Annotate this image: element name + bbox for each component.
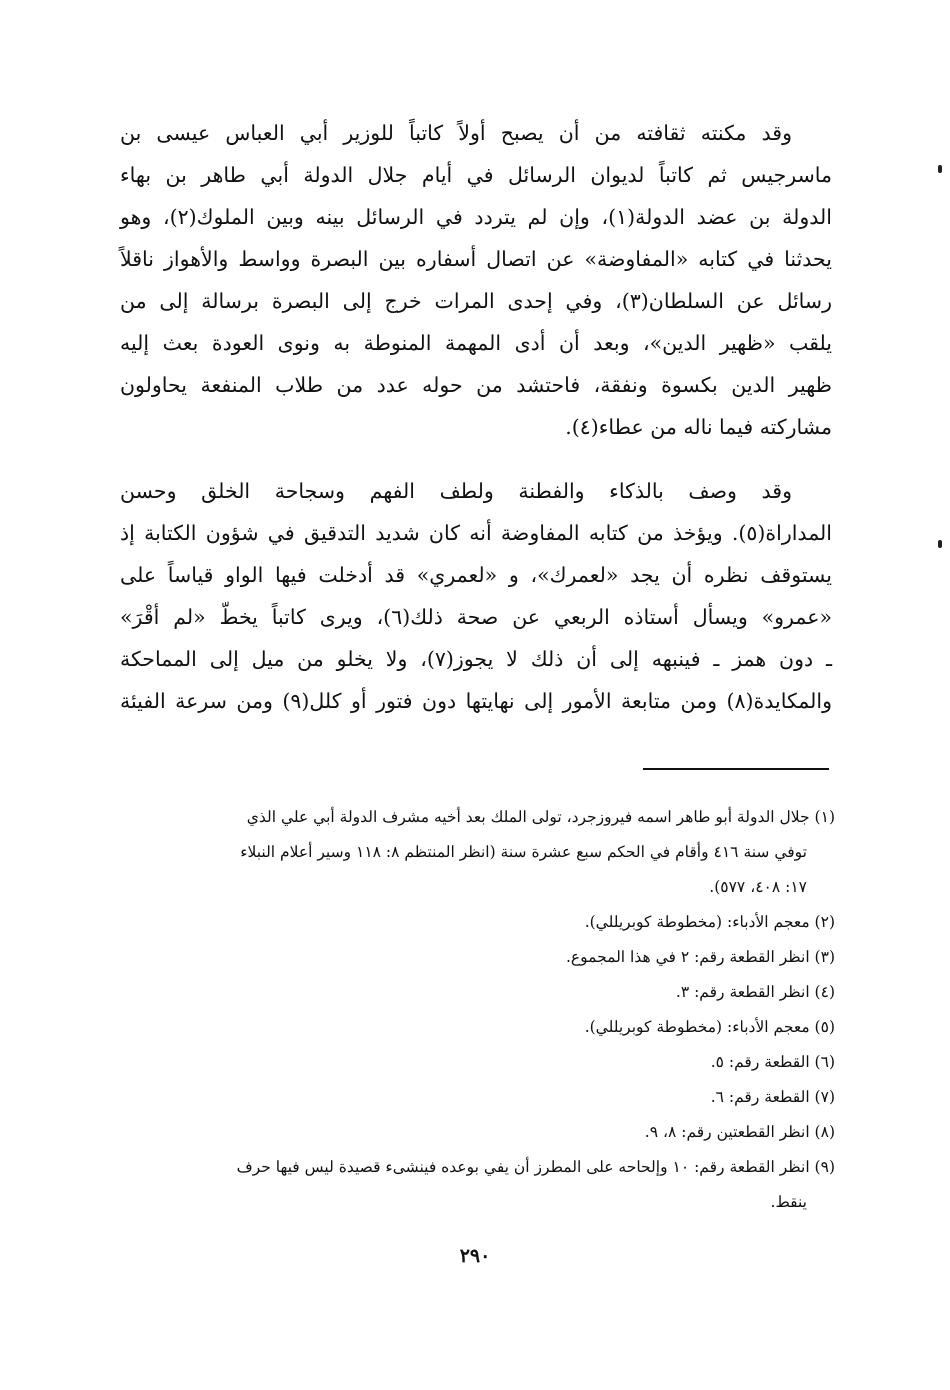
text-line: يلقب «ظهير الدين»، وبعد أن أدى المهمة المنوطة به ونوى العودة بعث إليه xyxy=(120,331,832,355)
footnote-7: (٧) القطعة رقم: ٦. xyxy=(710,1088,835,1106)
footnotes xyxy=(115,800,835,1220)
text-line: المداراة(٥). ويؤخذ من كتابه المفاوضة أنه كان شديد التدقيق في شؤون الكتابة إذ xyxy=(120,521,832,545)
footnote-1-cont: توفي سنة ٤١٦ وأقام في الحكم سبع عشرة سنة (انظر المنتظم ٨: ١١٨ وسير أعلام النبلاء xyxy=(240,843,807,861)
footnote-8: (٨) انظر القطعتين رقم: ٨، ٩. xyxy=(644,1123,835,1141)
text-line: وقد وصف بالذكاء والفطنة ولطف الفهم وسجاحة الخلق وحسن xyxy=(120,479,792,503)
footnote-4: (٤) انظر القطعة رقم: ٣. xyxy=(675,983,835,1001)
scan-mark xyxy=(938,540,942,548)
footnote-6: (٦) القطعة رقم: ٥. xyxy=(710,1053,835,1071)
text-line: مشاركته فيما ناله من عطاء(٤). xyxy=(565,415,832,439)
paragraph-2 xyxy=(120,470,832,722)
text-line: ماسرجيس ثم كاتباً لديوان الرسائل في أيام جلال الدولة أبي طاهر بن بهاء xyxy=(120,163,832,187)
text-line: وقد مكنته ثقافته من أن يصبح أولاً كاتباً للوزير أبي العباس عيسى بن xyxy=(120,121,792,145)
footnote-1-cont: ١٧: ٤٠٨، ٥٧٧). xyxy=(709,878,807,896)
text-line: والمكايدة(٨) ومن متابعة الأمور إلى نهايتها دون فتور أو كلل(٩) ومن سرعة الفيئة xyxy=(120,689,832,713)
footnote-5: (٥) معجم الأدباء: (مخطوطة كوبريللي). xyxy=(584,1018,835,1036)
text-line: يحدثنا في كتابه «المفاوضة» عن اتصال أسفاره بين البصرة وواسط والأهواز ناقلاً xyxy=(120,247,832,271)
text-line: ـ دون همز ـ فينبهه إلى أن ذلك لا يجوز(٧)، ولا يخلو من ميل إلى المماحكة xyxy=(120,647,833,671)
footnote-separator xyxy=(643,768,829,770)
footnote-3: (٣) انظر القطعة رقم: ٢ في هذا المجموع. xyxy=(565,948,835,966)
page-number: ٢٩٠ xyxy=(459,1245,491,1267)
paragraph-1 xyxy=(120,112,832,448)
text-line: يستوقف نظره أن يجد «لعمرك»، و «لعمري» قد أدخلت فيها الواو قياساً على xyxy=(120,563,832,587)
text-line: «عمرو» ويسأل أستاذه الربعي عن صحة ذلك(٦)، ويرى كاتباً يخطّ «لم أقْرَ» xyxy=(120,605,832,629)
footnote-1: (١) جلال الدولة أبو طاهر اسمه فيروزجرد، تولى الملك بعد أخيه مشرف الدولة أبي علي الذي xyxy=(246,808,835,826)
scan-mark xyxy=(938,165,942,173)
text-line: الدولة بن عضد الدولة(١)، وإن لم يتردد في الرسائل بينه وبين الملوك(٢)، وهو xyxy=(120,205,832,229)
footnote-9: (٩) انظر القطعة رقم: ١٠ وإلحاحه على المطرز أن يفي بوعده فينشىء قصيدة ليس فيها حرف xyxy=(236,1158,835,1176)
footnote-2: (٢) معجم الأدباء: (مخطوطة كوبريللي). xyxy=(584,913,835,931)
footnote-9-cont: ينقط. xyxy=(770,1193,807,1211)
text-line: ظهير الدين بكسوة ونفقة، فاحتشد من حوله عدد من طلاب المنفعة يحاولون xyxy=(120,373,832,397)
text-line: رسائل عن السلطان(٣)، وفي إحدى المرات خرج إلى البصرة برسالة إلى من xyxy=(120,289,832,313)
